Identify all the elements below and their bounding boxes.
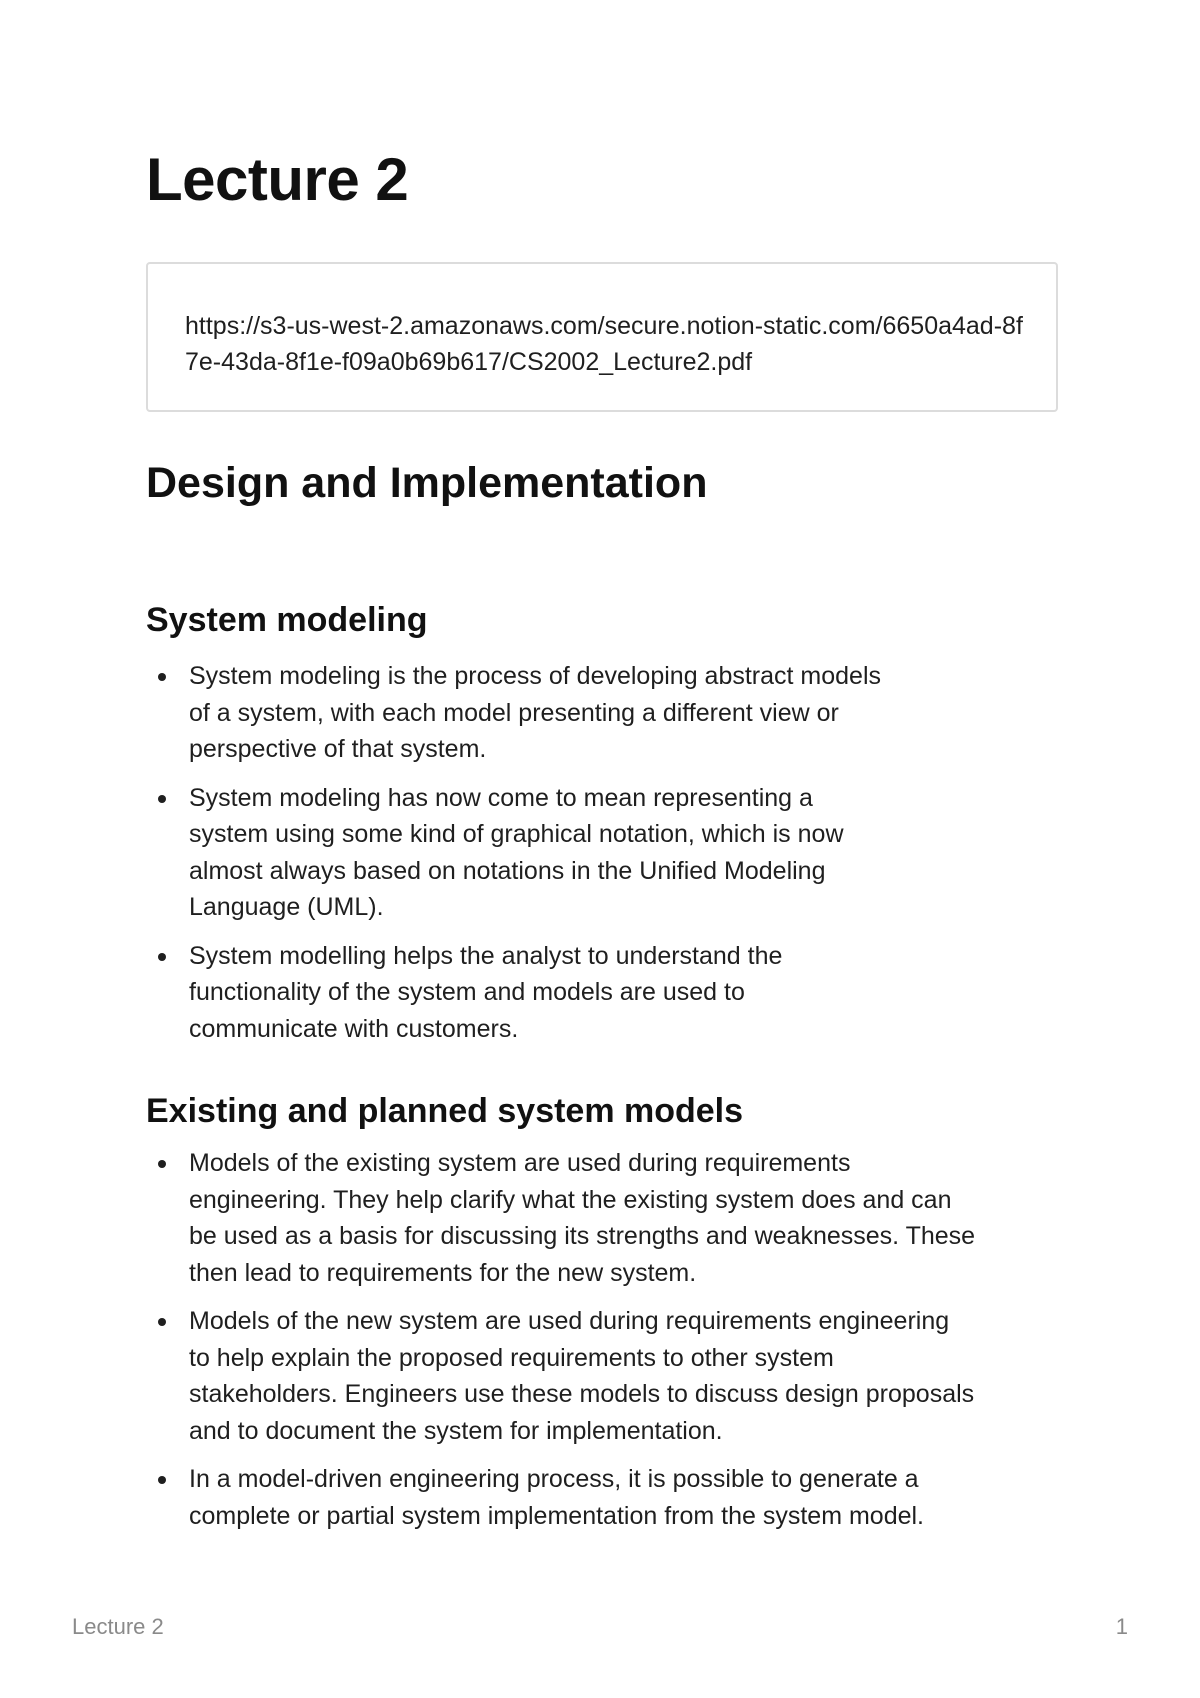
bullet-icon xyxy=(158,1318,166,1326)
list-item xyxy=(146,938,879,1048)
bullet-icon xyxy=(158,1476,166,1484)
subsection-title-system-modeling: System modeling xyxy=(146,601,428,639)
bullet-icon xyxy=(158,673,166,681)
list-item-text: In a model-driven engineering process, it is possible to generate a complete or partial system implementation from the system model. xyxy=(189,1465,924,1530)
list-item xyxy=(146,1303,976,1449)
list-item-text: Models of the new system are used during requirements engineering to help explain the proposed requirements to other system stakeholders. Engineers use these models to discuss design proposals and to document the system for implementation. xyxy=(189,1307,975,1445)
bullet-icon xyxy=(158,795,166,803)
bullet-icon xyxy=(158,1160,166,1168)
page-title: Lecture 2 xyxy=(146,146,409,213)
list-item-text: System modeling is the process of developing abstract models of a system, with each model presenting a different view or perspective of that system. xyxy=(189,662,882,763)
list-item-text: System modelling helps the analyst to understand the functionality of the system and models are used to communicate with customers. xyxy=(189,941,783,1043)
system-modeling-list xyxy=(146,658,906,1047)
list-item xyxy=(146,1461,976,1534)
list-item xyxy=(146,658,906,768)
list-item xyxy=(146,780,879,926)
subsection-title-existing-planned: Existing and planned system models xyxy=(146,1092,744,1130)
bullet-icon xyxy=(158,953,166,961)
existing-planned-list xyxy=(146,1145,976,1534)
list-item xyxy=(146,1145,976,1291)
footer-document-name: Lecture 2 xyxy=(72,1614,164,1639)
list-item-text: Models of the existing system are used during requirements engineering. They help clarify what the existing system does and can be used as a basis for discussing its strengths and weaknesses. These then lead to requirements for the new system. xyxy=(189,1149,976,1287)
pdf-link-embed[interactable] xyxy=(146,262,1058,412)
footer-page-number: 1 xyxy=(1115,1614,1128,1639)
list-item-text: System modeling has now come to mean representing a system using some kind of graphical notation, which is now almost always based on notations in the Unified Modeling Language (UML). xyxy=(189,783,844,921)
pdf-link[interactable]: https://s3-us-west-2.amazonaws.com/secure.notion-static.com/6650a4ad-8f7e-43da-8f1e-f09a0b69b617/CS2002_Lecture2.pdf xyxy=(185,312,1023,376)
section-title-design-implementation: Design and Implementation xyxy=(146,459,708,507)
